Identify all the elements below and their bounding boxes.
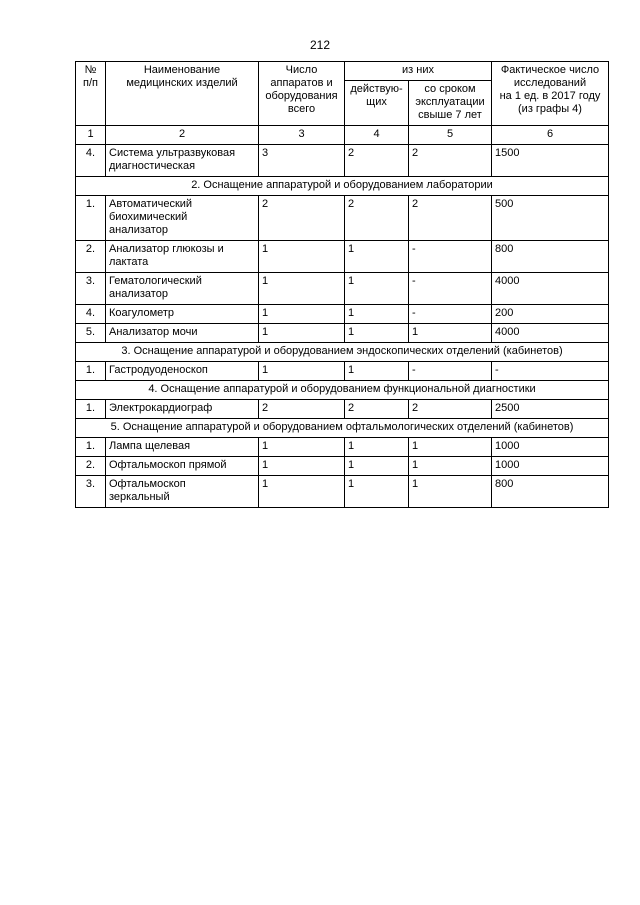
row-old: 1 [409, 457, 492, 476]
table-row [76, 145, 609, 177]
row-old: 2 [409, 196, 492, 241]
table-row [76, 324, 609, 343]
row-active: 2 [345, 400, 409, 419]
row-active: 2 [345, 196, 409, 241]
row-active: 1 [345, 457, 409, 476]
row-device-name: Лампа щелевая [106, 438, 259, 457]
row-studies: 2500 [492, 400, 609, 419]
header-active: действую- щих [345, 81, 409, 126]
table-row [76, 305, 609, 324]
header-number: № п/п [76, 62, 106, 126]
table-row [76, 476, 609, 508]
row-total: 1 [259, 241, 345, 273]
row-device-name: Автоматический биохимический анализатор [106, 196, 259, 241]
column-numbers-row [76, 126, 609, 145]
row-total: 3 [259, 145, 345, 177]
row-number: 2. [76, 241, 106, 273]
table-row [76, 273, 609, 305]
table-row [76, 362, 609, 381]
row-number: 1. [76, 362, 106, 381]
row-active: 1 [345, 305, 409, 324]
table-row [76, 241, 609, 273]
row-active: 1 [345, 241, 409, 273]
section-header-row [76, 343, 609, 362]
row-active: 2 [345, 145, 409, 177]
row-studies: 800 [492, 241, 609, 273]
row-number: 1. [76, 400, 106, 419]
section-header-row [76, 381, 609, 400]
row-total: 1 [259, 273, 345, 305]
row-old: - [409, 362, 492, 381]
row-total: 1 [259, 324, 345, 343]
row-active: 1 [345, 324, 409, 343]
row-device-name: Гастродуоденоскоп [106, 362, 259, 381]
row-old: - [409, 305, 492, 324]
row-old: 2 [409, 145, 492, 177]
row-active: 1 [345, 362, 409, 381]
row-old: - [409, 241, 492, 273]
row-device-name: Коагулометр [106, 305, 259, 324]
column-number: 1 [76, 126, 106, 145]
row-device-name: Офтальмоскоп зеркальный [106, 476, 259, 508]
row-device-name: Система ультразвуковая диагностическая [106, 145, 259, 177]
header-studies: Фактическое число исследований на 1 ед. в 2017 году (из графы 4) [492, 62, 609, 126]
row-number: 3. [76, 273, 106, 305]
row-studies: 200 [492, 305, 609, 324]
header-total: Число аппаратов и оборудования всего [259, 62, 345, 126]
row-studies: 4000 [492, 273, 609, 305]
section-title: 4. Оснащение аппаратурой и оборудованием функциональной диагностики [76, 381, 609, 400]
row-old: 1 [409, 324, 492, 343]
table-row [76, 438, 609, 457]
row-studies: - [492, 362, 609, 381]
row-total: 2 [259, 400, 345, 419]
header-name: Наименование медицинских изделий [106, 62, 259, 126]
row-number: 4. [76, 305, 106, 324]
row-total: 1 [259, 438, 345, 457]
column-number: 5 [409, 126, 492, 145]
row-active: 1 [345, 438, 409, 457]
row-studies: 1000 [492, 438, 609, 457]
row-number: 3. [76, 476, 106, 508]
column-number: 4 [345, 126, 409, 145]
column-number: 3 [259, 126, 345, 145]
section-title: 5. Оснащение аппаратурой и оборудованием офтальмологических отделений (кабинетов) [76, 419, 609, 438]
row-device-name: Гематологический анализатор [106, 273, 259, 305]
row-number: 5. [76, 324, 106, 343]
row-studies: 1000 [492, 457, 609, 476]
row-device-name: Анализатор глюкозы и лактата [106, 241, 259, 273]
table-row [76, 457, 609, 476]
column-number: 6 [492, 126, 609, 145]
header-old: со сроком эксплуатации свыше 7 лет [409, 81, 492, 126]
row-old: 1 [409, 438, 492, 457]
section-header-row [76, 419, 609, 438]
row-total: 1 [259, 457, 345, 476]
row-total: 2 [259, 196, 345, 241]
page-number: 212 [309, 38, 331, 52]
header-row [76, 62, 609, 81]
row-number: 1. [76, 438, 106, 457]
row-number: 2. [76, 457, 106, 476]
row-old: 1 [409, 476, 492, 508]
section-title: 3. Оснащение аппаратурой и оборудованием эндоскопических отделений (кабинетов) [76, 343, 609, 362]
row-total: 1 [259, 362, 345, 381]
row-old: 2 [409, 400, 492, 419]
row-studies: 500 [492, 196, 609, 241]
row-total: 1 [259, 305, 345, 324]
equipment-table [75, 61, 609, 508]
row-studies: 1500 [492, 145, 609, 177]
header-group: из них [345, 62, 492, 81]
section-header-row [76, 177, 609, 196]
row-studies: 800 [492, 476, 609, 508]
row-device-name: Анализатор мочи [106, 324, 259, 343]
row-old: - [409, 273, 492, 305]
table-row [76, 400, 609, 419]
row-device-name: Электрокардиограф [106, 400, 259, 419]
table-row [76, 196, 609, 241]
row-total: 1 [259, 476, 345, 508]
row-device-name: Офтальмоскоп прямой [106, 457, 259, 476]
row-number: 1. [76, 196, 106, 241]
row-studies: 4000 [492, 324, 609, 343]
row-active: 1 [345, 273, 409, 305]
section-title: 2. Оснащение аппаратурой и оборудованием лаборатории [76, 177, 609, 196]
row-number: 4. [76, 145, 106, 177]
column-number: 2 [106, 126, 259, 145]
row-active: 1 [345, 476, 409, 508]
